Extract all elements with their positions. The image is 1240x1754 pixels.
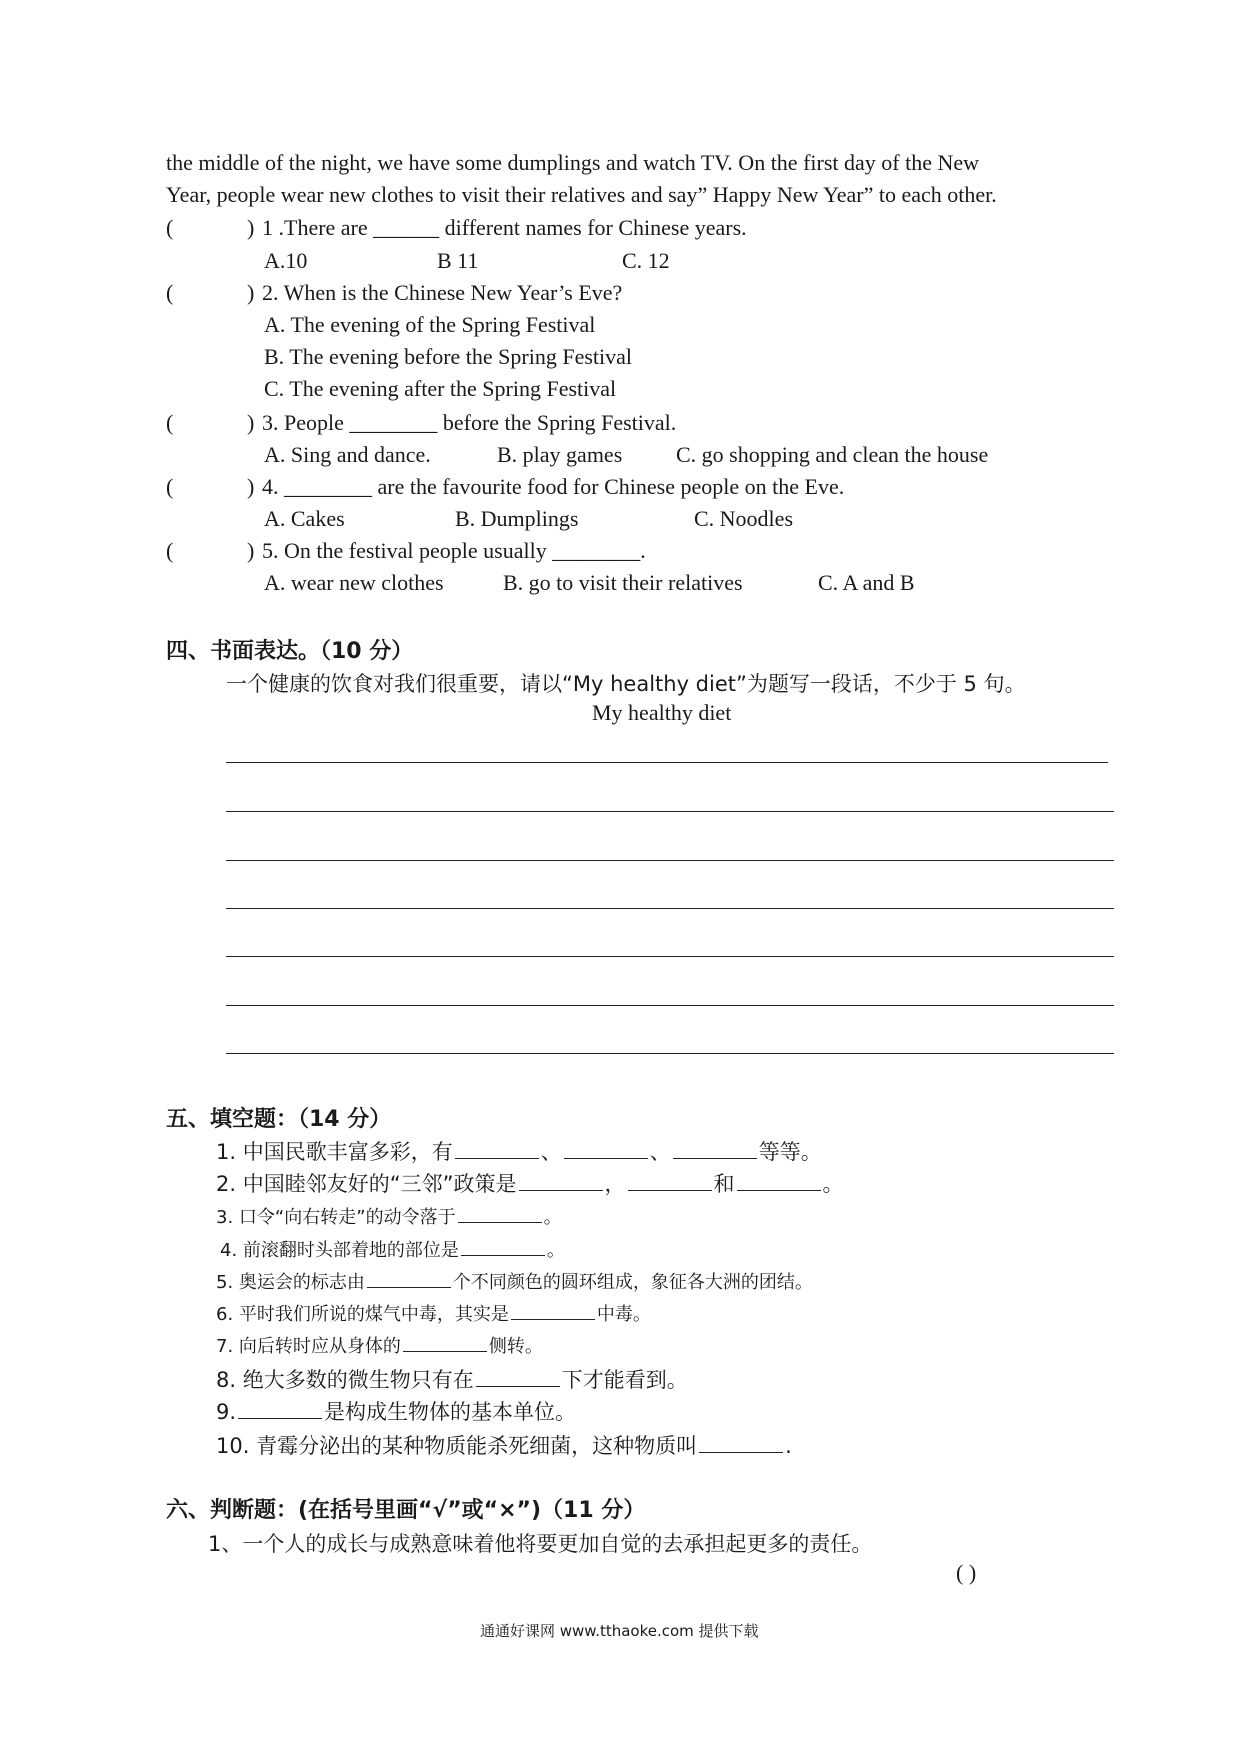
item-text: 中毒。 [596,1304,651,1325]
item-number: 9. [216,1400,237,1424]
answer-paren-close: ) [247,280,255,305]
answer-blank[interactable] [564,1140,648,1159]
item-number: 6. [216,1304,234,1325]
item-number: 5. [216,1272,234,1293]
option-a: A. The evening of the Spring Festival [264,312,596,337]
item-text: 、 [649,1140,671,1164]
item-text: 个不同颜色的圆环组成，象征各大洲的团结。 [452,1272,813,1293]
option-a: A. Cakes [264,506,345,531]
answer-blank[interactable] [238,1400,322,1419]
section-heading-writing: 四、书面表达。（10 分） [166,639,414,664]
answer-paren-open: ( [166,474,174,499]
writing-line[interactable] [226,908,1114,909]
answer-paren-open: ( [166,538,174,563]
question-stem: 1 .There are ______ different names for Chinese years. [262,215,747,240]
judge-answer-paren[interactable]: ( ) [956,1560,977,1585]
answer-blank[interactable] [367,1269,451,1288]
item-number: 7. [216,1336,234,1357]
option-a: A.10 [264,248,308,273]
fill-item-8 [216,1364,688,1394]
fill-item-6 [216,1300,651,1326]
option-a: A. Sing and dance. [264,442,431,467]
fill-item-3 [216,1203,562,1229]
answer-paren-close: ) [247,410,255,435]
answer-blank[interactable] [458,1204,542,1223]
option-c: C. 12 [622,248,670,273]
option-b: B. go to visit their relatives [503,570,743,595]
question-stem: 3. People ________ before the Spring Festival. [262,410,677,435]
item-number: 3. [216,1207,234,1228]
fill-item-2 [216,1168,844,1198]
question-stem: 4. ________ are the favourite food for Chinese people on the Eve. [262,474,845,499]
item-text: 下才能看到。 [561,1368,688,1392]
item-number: 2. [216,1172,237,1196]
option-b: B. play games [497,442,623,467]
item-text: 和 [713,1172,735,1196]
item-text: 口令“向右转走”的动令落于 [238,1207,456,1228]
answer-paren-close: ) [247,215,255,240]
item-number: 10. [216,1434,250,1458]
item-text: 奥运会的标志由 [238,1272,365,1293]
item-number: 8. [216,1368,237,1392]
item-text: 青霉分泌出的某种物质能杀死细菌，这种物质叫 [256,1434,698,1458]
section-heading-fill-blank: 五、填空题：（14 分） [166,1107,392,1132]
item-text: 等等。 [758,1140,822,1164]
item-text: 中国民歌丰富多彩，有 [242,1140,453,1164]
section-heading-true-false: 六、判断题：(在括号里画“√”或“×”)（11 分） [166,1498,646,1523]
item-text: 是构成生物体的基本单位。 [324,1400,577,1424]
item-text: 侧转。 [488,1336,543,1357]
item-text: ， [604,1172,626,1196]
option-a: A. wear new clothes [264,570,444,595]
judge-item-1: 1、一个人的成长与成熟意味着他将要更加自觉的去承担起更多的责任。 [208,1532,873,1556]
fill-item-5 [216,1268,813,1294]
writing-line[interactable] [226,1053,1114,1054]
option-b: B. The evening before the Spring Festival [264,344,633,369]
passage-line-1: the middle of the night, we have some dumplings and watch TV. On the first day of the New [166,150,980,175]
item-text: 。 [822,1172,844,1196]
fill-item-9 [216,1396,576,1426]
question-stem: 5. On the festival people usually ________. [262,538,646,563]
answer-blank[interactable] [737,1172,821,1191]
item-text: 前滚翻时头部着地的部位是 [242,1240,459,1261]
answer-paren-close: ) [247,538,255,563]
option-c: C. The evening after the Spring Festival [264,376,617,401]
answer-blank[interactable] [461,1237,545,1256]
item-text: 。 [543,1207,562,1228]
answer-blank[interactable] [476,1368,560,1387]
item-text: 向后转时应从身体的 [238,1336,401,1357]
answer-blank[interactable] [455,1140,539,1159]
writing-line[interactable] [226,956,1114,957]
writing-line[interactable] [226,1005,1114,1006]
answer-blank[interactable] [403,1333,487,1352]
option-b: B. Dumplings [455,506,579,531]
answer-blank[interactable] [628,1172,712,1191]
fill-item-10 [216,1430,792,1460]
item-text: 平时我们所说的煤气中毒，其实是 [238,1304,509,1325]
answer-paren-open: ( [166,280,174,305]
item-number: 1. [216,1140,237,1164]
option-c: C. A and B [818,570,915,595]
writing-instruction: 一个健康的饮食对我们很重要，请以“My healthy diet”为题写一段话，不少于 5 句。 [226,672,1026,696]
answer-paren-close: ) [247,474,255,499]
answer-paren-open: ( [166,215,174,240]
item-text: 、 [540,1140,562,1164]
writing-line[interactable] [226,811,1114,812]
writing-line[interactable] [226,762,1108,763]
answer-paren-open: ( [166,410,174,435]
essay-title: My healthy diet [592,700,732,725]
question-stem: 2. When is the Chinese New Year’s Eve? [262,280,623,305]
fill-item-1 [216,1136,822,1166]
answer-blank[interactable] [673,1140,757,1159]
option-c: C. Noodles [694,506,793,531]
passage-line-2: Year, people wear new clothes to visit their relatives and say” Happy New Year” to each other. [166,182,997,207]
answer-blank[interactable] [699,1434,783,1453]
item-number: 4. [220,1240,238,1261]
item-text: 中国睦邻友好的“三邻”政策是 [242,1172,517,1196]
fill-item-7 [216,1332,543,1358]
writing-line[interactable] [226,860,1114,861]
item-text: 。 [546,1240,565,1261]
footer-source: 通通好课网 www.tthaoke.com 提供下载 [480,1622,759,1640]
option-b: B 11 [437,248,479,273]
item-text: 绝大多数的微生物只有在 [242,1368,474,1392]
answer-blank[interactable] [511,1301,595,1320]
item-text: . [785,1434,792,1458]
fill-item-4 [220,1236,565,1262]
option-c: C. go shopping and clean the house [676,442,989,467]
answer-blank[interactable] [519,1172,603,1191]
